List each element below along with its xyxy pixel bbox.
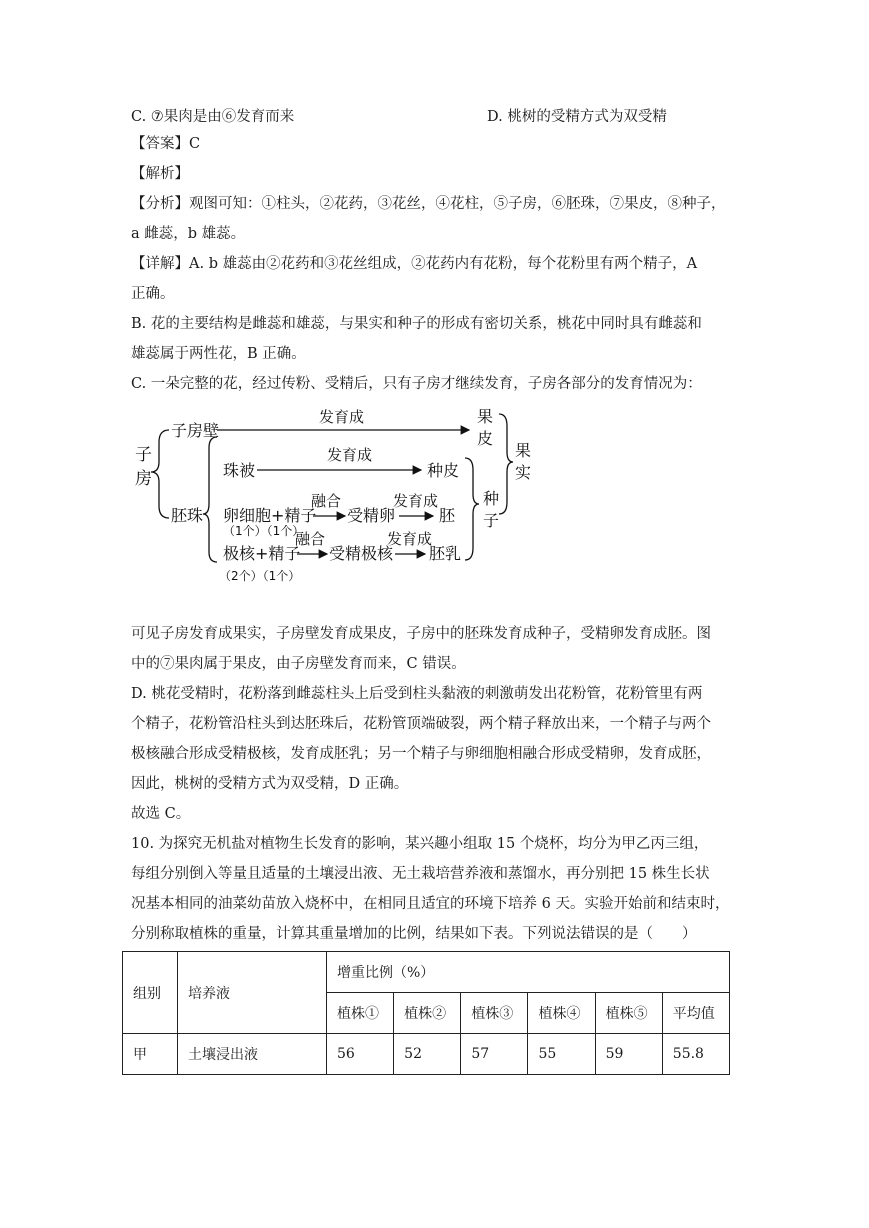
label-seed-2: 子 [483,511,500,530]
cell-value: 57 [461,1034,528,1075]
cell-value: 52 [394,1034,461,1075]
header-plant: 植株④ [528,993,595,1034]
label-develops-2: 发育成 [327,446,373,464]
header-plant: 植株③ [461,993,528,1034]
label-fertilized-polar: 受精极核 [329,544,394,563]
paragraph-line: 个精子，花粉管沿柱头到达胚珠后，花粉管顶端破裂，两个精子释放出来，一个精子与两个 [131,716,711,732]
cell-group: 甲 [123,1034,178,1075]
paragraph-line: D. 桃花受精时，花粉落到雌蕊柱头上后受到柱头黏液的刺激萌发出花粉管，花粉管里有两 [131,686,703,702]
question-line: 10. 为探究无机盐对植物生长发育的影响，某兴趣小组取 15 个烧杯，均分为甲乙丙三组， [131,836,709,852]
cell-solution: 土壤浸出液 [178,1034,327,1075]
header-plant: 植株⑤ [595,993,662,1034]
header-average: 平均值 [662,993,729,1034]
label-ovary-wall: 子房壁 [171,421,220,440]
label-count-2: （2个）（1个） [219,569,301,583]
header-weight-increase: 增重比例（%） [327,952,730,993]
label-endosperm: 胚乳 [429,544,462,563]
answer-line: 【答案】C [131,136,201,152]
paragraph-line: a 雌蕊，b 雄蕊。 [131,226,246,242]
question-line: 况基本相同的油菜幼苗放入烧杯中，在相同且适宜的环境下培养 6 天。实验开始前和结束时， [131,896,730,912]
label-develops-4: 发育成 [387,530,433,548]
paragraph-line: 故选 C。 [131,806,191,822]
paragraph-line: 【分析】观图可知：①柱头，②花药，③花丝，④花柱，⑤子房，⑥胚珠，⑦果皮，⑧种子， [131,196,726,212]
label-fusion-1: 融合 [311,492,342,510]
label-fruit-1: 果 [515,441,532,460]
table-row [123,1034,730,1075]
label-ovary-2: 房 [135,469,152,489]
paragraph-line: B. 花的主要结构是雌蕊和雄蕊，与果实和种子的形成有密切关系，桃花中同时具有雌蕊和 [131,316,702,332]
paragraph-line: 【详解】A. b 雄蕊由②花药和③花丝组成，②花药内有花粉，每个花粉里有两个精子，A [131,256,698,272]
paragraph-line: C. 一朵完整的花，经过传粉、受精后，只有子房才继续发育，子房各部分的发育情况为： [131,376,702,392]
label-develops-3: 发育成 [393,492,439,510]
label-egg-sperm: 卵细胞+精子 [223,506,317,525]
label-polar-sperm: 极核+精子 [223,544,301,563]
label-seed-coat: 种皮 [427,461,460,480]
paragraph-line: 雄蕊属于两性花，B 正确。 [131,346,306,362]
ovary-development-diagram [131,400,551,590]
cell-value: 56 [327,1034,394,1075]
label-count-1: （1个）（1个） [223,524,305,538]
option-c: C. ⑦果肉是由⑥发育而来 [131,109,295,125]
paragraph-line: 正确。 [131,286,175,302]
header-plant: 植株② [394,993,461,1034]
brace-seed [465,458,479,560]
cell-value: 55 [528,1034,595,1075]
label-seed-1: 种 [483,489,500,508]
cell-value: 59 [595,1034,662,1075]
label-ovule: 胚珠 [171,506,204,525]
paragraph-line: 极核融合形成受精极核，发育成胚乳；另一个精子与卵细胞相融合形成受精卵，发育成胚， [131,746,711,762]
label-pericarp-2: 皮 [477,429,494,448]
analysis-heading: 【解析】 [131,166,189,182]
option-d: D. 桃树的受精方式为双受精 [487,109,667,125]
brace-ovary [151,430,169,518]
paragraph-line: 中的⑦果肉属于果皮，由子房壁发育而来，C 错误。 [131,656,466,672]
header-plant: 植株① [327,993,394,1034]
header-solution: 培养液 [178,952,327,1034]
results-table [122,951,730,1075]
label-develops-1: 发育成 [319,408,365,426]
brace-fruit [499,414,513,514]
cell-average: 55.8 [662,1034,729,1075]
question-line: 分别称取植株的重量，计算其重量增加的比例，结果如下表。下列说法错误的是（ ） [131,926,697,942]
label-fruit-2: 实 [515,463,532,482]
question-line: 每组分别倒入等量且适量的土壤浸出液、无土栽培营养液和蒸馏水，再分别把 15 株生长状 [131,866,710,882]
paragraph-line: 可见子房发育成果实，子房壁发育成果皮，子房中的胚珠发育成种子，受精卵发育成胚。图 [131,626,711,642]
brace-ovule [203,437,217,562]
label-integument: 珠被 [223,461,256,480]
label-fusion-2: 融合 [295,530,326,548]
label-embryo: 胚 [439,506,456,525]
label-zygote: 受精卵 [347,506,396,525]
label-ovary-1: 子 [135,445,152,465]
header-group: 组别 [123,952,178,1034]
paragraph-line: 因此，桃树的受精方式为双受精，D 正确。 [131,776,409,792]
label-pericarp-1: 果 [477,407,494,426]
